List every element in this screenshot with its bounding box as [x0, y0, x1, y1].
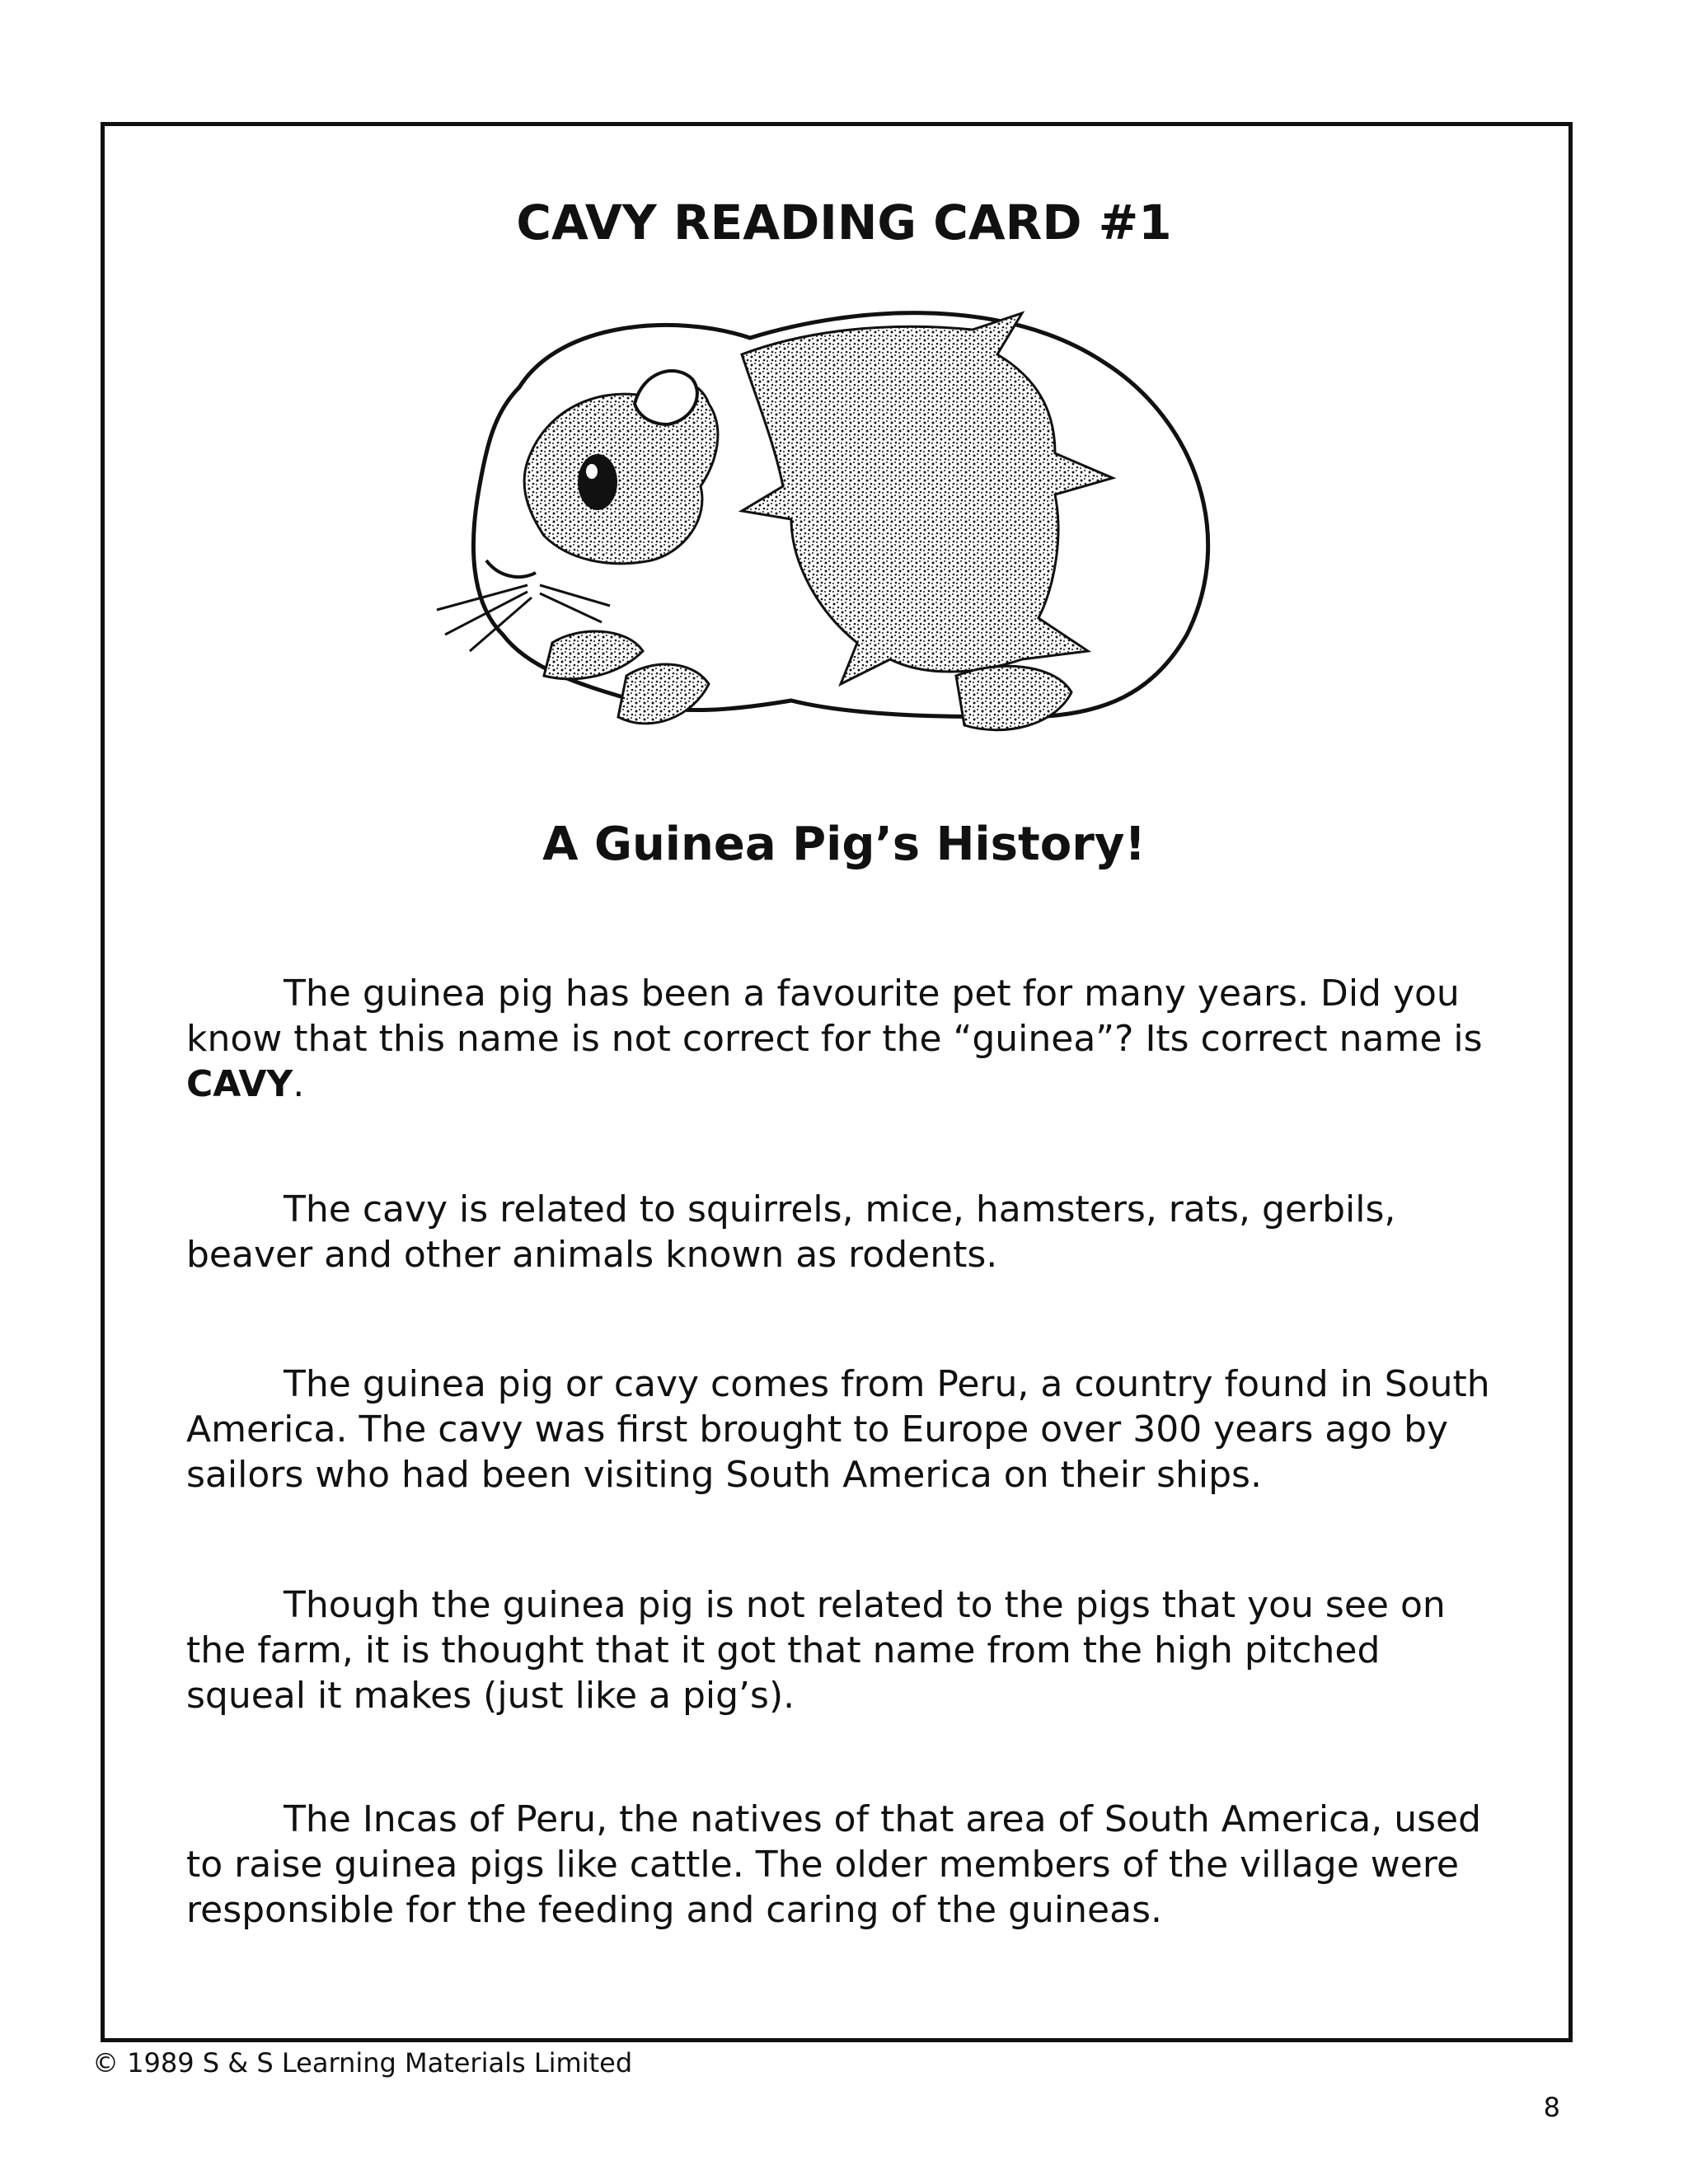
- paragraph-1: [186, 971, 1505, 1107]
- paragraph-1-end: .: [293, 1063, 305, 1105]
- paragraph-4-text: Though the guinea pig is not related to the pigs that you see on the farm, it is thought that it got that name from the high pitched squeal it makes (just like a pig’s).: [186, 1584, 1446, 1717]
- cavy-emphasis: CAVY: [186, 1063, 293, 1105]
- card-subtitle: A Guinea Pig’s History!: [542, 818, 1146, 871]
- card-title: CAVY READING CARD #1: [516, 194, 1172, 251]
- paragraph-3-text: The guinea pig or cavy comes from Peru, a country found in South America. The cavy was first brought to Europe over 300 years ago by sailors who had been visiting South America on their ships.: [186, 1363, 1490, 1496]
- paragraph-5: [186, 1797, 1505, 1933]
- paragraph-2-text: The cavy is related to squirrels, mice, hamsters, rats, gerbils, beaver and other animals known as rodents.: [186, 1188, 1396, 1276]
- copyright-notice: © 1989 S & S Learning Materials Limited: [92, 2047, 633, 2079]
- paragraph-5-text: The Incas of Peru, the natives of that area of South America, used to raise guinea pigs like cattle. The older members of the village were responsible for the feeding and caring of the guineas.: [186, 1798, 1482, 1931]
- paragraph-3: [186, 1361, 1505, 1497]
- paragraph-4: [186, 1582, 1505, 1718]
- guinea-pig-illustration: [429, 288, 1302, 766]
- page-number: 8: [1543, 2092, 1560, 2123]
- paragraph-1-text: The guinea pig has been a favourite pet for many years. Did you know that this name is not correct for the “guinea”? Its correct name is: [186, 972, 1483, 1060]
- paragraph-2: [186, 1187, 1505, 1277]
